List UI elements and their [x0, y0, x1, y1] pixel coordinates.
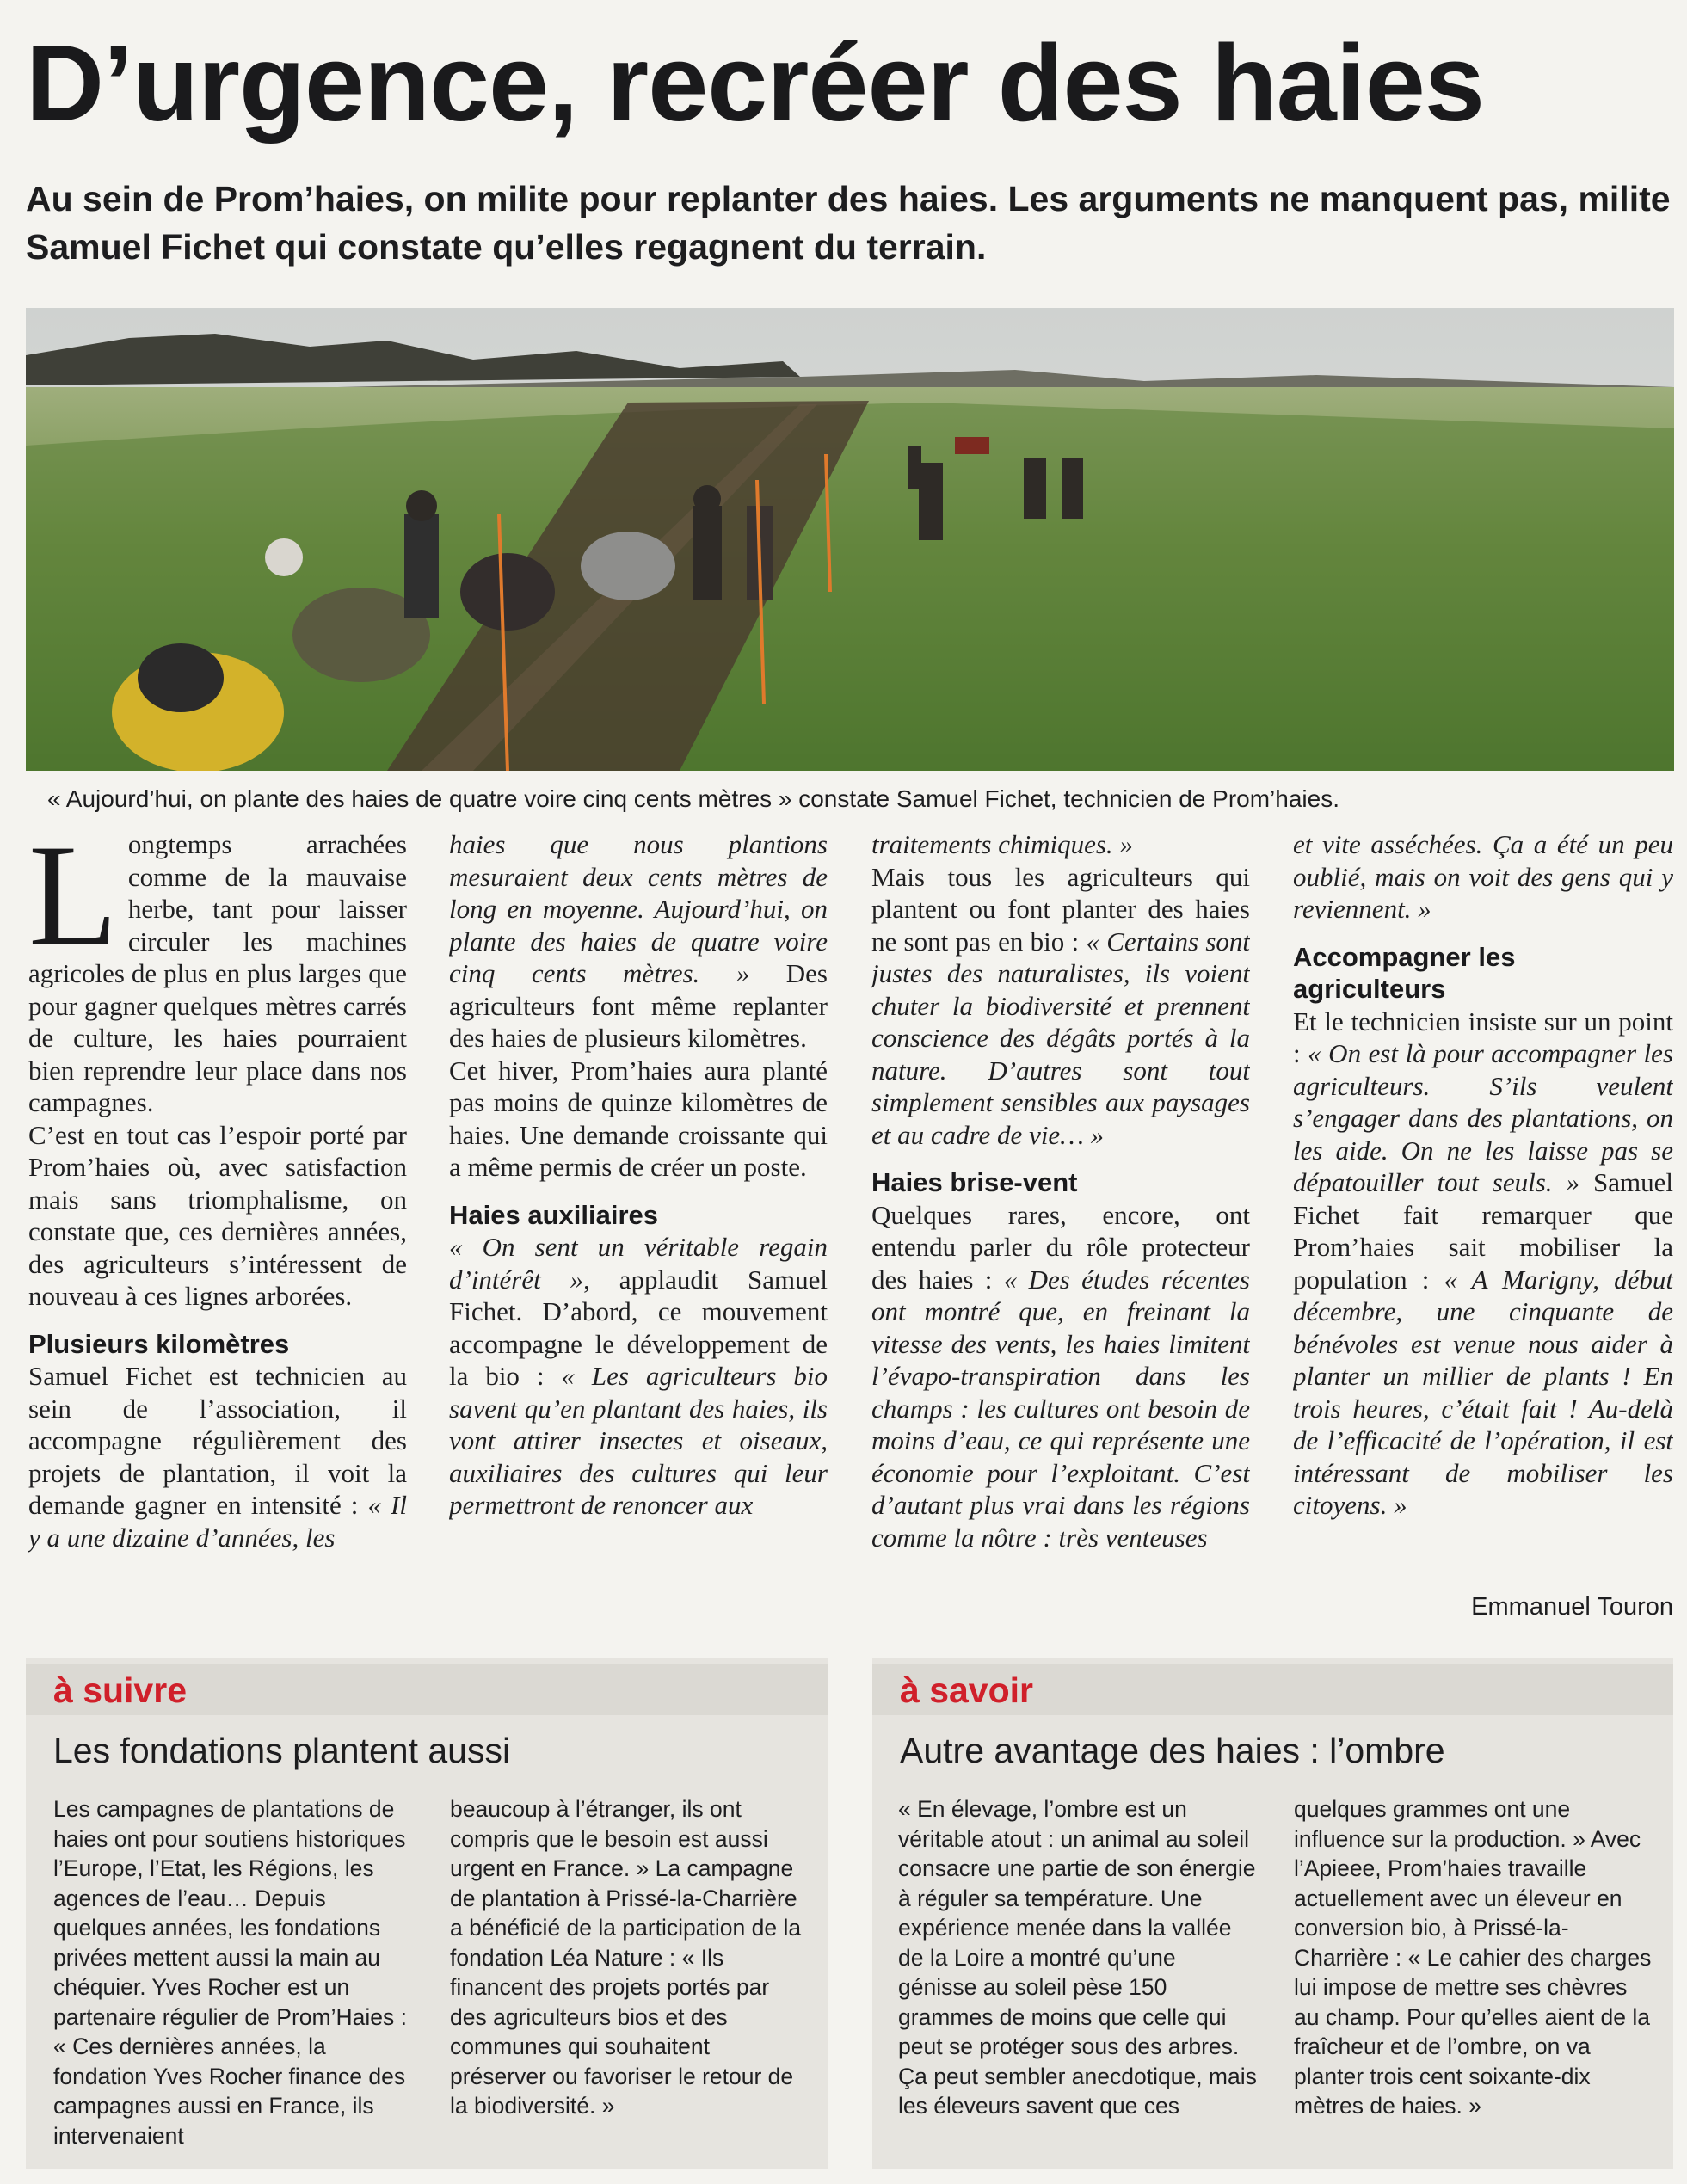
paragraph	[871, 861, 1250, 1152]
author-signature: Emmanuel Touron	[1471, 1593, 1673, 1621]
subheading: Plusieurs kilomètres	[28, 1328, 290, 1359]
paragraph	[871, 828, 1250, 861]
box-title: Les fondations plantent aussi	[53, 1731, 511, 1770]
article-column-1	[28, 828, 407, 1628]
article-column-4	[1293, 828, 1673, 1628]
box-column-2: quelques grammes ont une influence sur la production. » Avec l’Apieee, Prom’haies travaille actuellement avec un éleveur en conversion bio, à Prissé-la-Charrière : « Le cahier des charges lui impose de mettre ses chèvres au champ. Pour qu’elles aient de la fraîcheur et de l’ombre, on va planter trois cent soixante-dix mètres de haies. »	[1294, 1796, 1652, 2119]
sidebar-box-a-savoir	[872, 1658, 1673, 2169]
quote: « Des études récentes ont montré que, en freinant la vitesse des vents, les haies limitent l’évapo-transpiration dans les champs : les cultures ont besoin de moins d’eau, ce qui représente une économie pour l’exploitant. C’est d’autant plus vrai dans les régions comme la nôtre : très venteuses	[871, 1264, 1250, 1553]
quote: « Certains sont justes des naturalistes, ils voient chuter la biodiversité et prennent conscience des dégâts portés à la nature. D’autres sont tout simplement sensibles aux paysages et au cadre de vie… »	[871, 926, 1250, 1150]
paragraph	[449, 1231, 828, 1522]
subheading: Haies auxiliaires	[449, 1199, 658, 1230]
box-title: Autre avantage des haies : l’ombre	[900, 1731, 1445, 1770]
article-photo	[26, 308, 1674, 771]
quote: « A Marigny, début décembre, une cinquante de bénévoles est venue nous aider à planter un millier de plants ! En trois heures, c’était fait ! Au-delà de l’efficacité de l’opération, il est intéressant de mobiliser les citoyens. »	[1293, 1264, 1673, 1520]
sidebar-box-a-suivre	[26, 1658, 828, 2169]
paragraph-text: , applaudit Samuel Fichet. D’abord, ce mouvement accompagne le développement de la bio :	[449, 1264, 828, 1391]
box-column-2: beaucoup à l’étranger, ils ont compris que le besoin est aussi urgent en France. » La campagne de plantation à Prissé-la-Charrière a bénéficié de la participation de la fondation Léa Nature : « Ils financent des projets portés par des agriculteurs bios et des communes qui souhaitent préserver ou favoriser le retour de la biodiversité. »	[450, 1796, 802, 2119]
paragraph-text: Samuel Fichet est technicien au sein de l’association, il accompagne régulièrement des projets de plantation, il voit la demande gagner en intensité :	[28, 1361, 407, 1520]
paragraph	[28, 1360, 407, 1553]
photo-caption: « Aujourd’hui, on plante des haies de quatre voire cinq cents mètres » constate Samuel Fichet, technicien de Prom’haies.	[47, 785, 1339, 812]
subheading: Haies brise-vent	[871, 1167, 1078, 1197]
paragraph	[449, 828, 828, 1055]
box-column-1: Les campagnes de plantations de haies ont pour soutiens historiques l’Europe, l’Etat, les Régions, les agences de l’eau… Depuis quelques années, les fondations privées mettent aussi la main au chéquier. Yves Rocher est un partenaire régulier de Prom’Haies : « Ces dernières années, la fondation Yves Rocher finance des campagnes aussi en France, ils intervenaient	[53, 1796, 407, 2149]
paragraph-text: Quelques rares, encore, ont entendu parler du rôle protecteur des haies :	[871, 1199, 1250, 1295]
paragraph	[871, 1199, 1250, 1554]
paragraph: ongtemps arrachées comme de la mauvaise herbe, tant pour laisser circuler les machines agricoles de plus en plus larges que pour gagner quelques mètres carrés de culture, les haies pourraient bien reprendre leur place dans nos campagnes.	[28, 829, 407, 1117]
paragraph-text: Samuel Fichet fait remarquer que Prom’haies sait mobiliser la population :	[1293, 1167, 1673, 1295]
drop-cap: L	[28, 828, 118, 976]
paragraph-text: Mais tous les agriculteurs qui plantent ou font planter des haies ne sont pas en bio :	[871, 861, 1250, 957]
quote: « On est là pour accompagner les agriculteurs. S’ils veulent s’engager dans des plantations, on les aide. On ne les laisse pas se dépatouiller tout seuls. »	[1293, 1038, 1673, 1197]
photo-field-planting	[26, 308, 1674, 771]
quote: « Les agriculteurs bio savent qu’en plantant des haies, ils vont attirer insectes et oiseaux, auxiliaires des cultures qui leur permettront de renoncer aux	[449, 1361, 828, 1520]
quote: haies que nous plantions mesuraient deux cents mètres de long en moyenne. Aujourd’hui, on plante des haies de quatre voire cinq cents mètres. »	[449, 829, 828, 988]
paragraph-text: Des agriculteurs font même replanter des haies de plusieurs kilomètres.	[449, 958, 828, 1053]
article-column-3	[871, 828, 1250, 1628]
subheading: Accompagner les agriculteurs	[1293, 941, 1516, 1004]
quote: « Il y a une dizaine d’années, les	[28, 1490, 407, 1553]
quote: traitements chimiques. »	[871, 829, 1133, 859]
headline: D’urgence, recréer des haies	[26, 22, 1484, 144]
paragraph	[1293, 1006, 1673, 1522]
quote: et vite asséchées. Ça a été un peu oublié, mais on voit des gens qui y reviennent. »	[1293, 829, 1673, 924]
box-column-1: « En élevage, l’ombre est un véritable atout : un animal au soleil consacre une partie de son énergie à réguler sa température. Une expérience menée dans la vallée de la Loire a montré qu’une génisse au soleil pèse 150 grammes de moins que celle qui peut se protéger sous des arbres. Ça peut sembler anecdotique, mais les éleveurs savent que ces	[898, 1796, 1257, 2119]
paragraph	[1293, 828, 1673, 926]
paragraph-text: Et le technicien insiste sur un point :	[1293, 1006, 1673, 1068]
box-kicker: à savoir	[900, 1670, 1033, 1710]
article-column-2	[449, 828, 828, 1628]
paragraph: Cet hiver, Prom’haies aura planté pas moins de quinze kilomètres de haies. Une demande croissante qui a même permis de créer un poste.	[449, 1055, 828, 1182]
box-kicker: à suivre	[53, 1670, 187, 1710]
quote: « On sent un véritable regain d’intérêt »	[449, 1232, 828, 1295]
standfirst: Au sein de Prom’haies, on milite pour replanter des haies. Les arguments ne manquent pas, milite Samuel Fichet qui constate qu’elles regagnent du terrain.	[26, 179, 1671, 267]
paragraph: C’est en tout cas l’espoir porté par Prom’haies où, avec satisfaction mais sans triomphalisme, on constate que, ces dernières années, des agriculteurs s’intéressent de nouveau à ces lignes arborées.	[28, 1119, 407, 1311]
